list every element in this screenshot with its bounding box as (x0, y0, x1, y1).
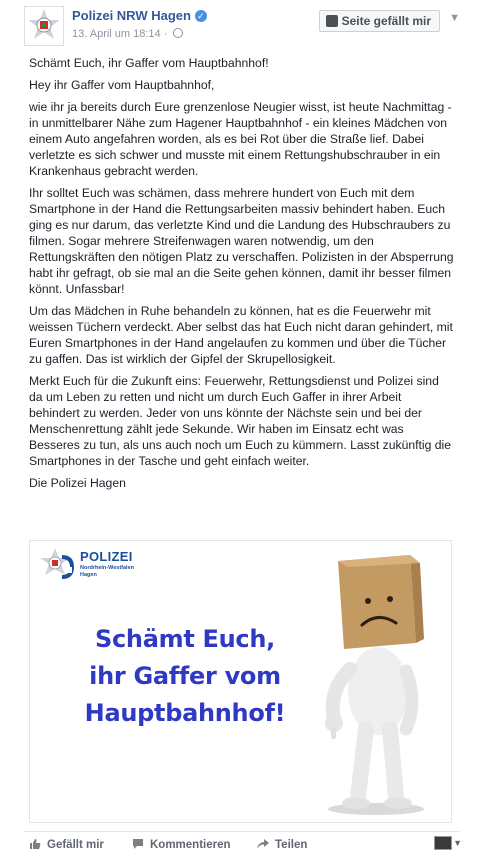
share-label: Teilen (275, 839, 308, 851)
post-paragraph: Schämt Euch, ihr Gaffer vom Hauptbahnhof! (29, 56, 269, 70)
globe-icon (173, 28, 183, 38)
headline-line: ihr Gaffer vom (89, 662, 281, 690)
logo-title: POLIZEI (80, 549, 133, 564)
post-paragraph: Ihr solltet Euch was schämen, dass mehrere hundert von Euch mit dem Smartphone in der Hand die Rettungsarbeiten massiv behindert haben. Euch ging es nur darum, das verletzte Kind und die Landung des Hubschraubers zu filmen. Sogar mehrere Streifenwagen waren notwendig, um den Rettungskräften den nötigen Platz zu verschaffen. Polizisten in der Absperrung habt ihr gefragt, ob sie mal an die Seite gehen können, damit ihr besser filmen könnt. Unfassbar! (29, 186, 454, 296)
viewer-avatar[interactable] (434, 836, 452, 850)
headline-line: Hauptbahnhof! (84, 699, 286, 727)
image-headline (50, 621, 320, 732)
page-name-link[interactable] (72, 8, 207, 23)
chevron-down-icon[interactable]: ▼ (453, 838, 462, 848)
police-star-icon (25, 7, 63, 45)
comment-label: Kommentieren (150, 839, 231, 851)
thumbs-up-icon (29, 838, 41, 850)
polizei-logo (38, 547, 188, 583)
post-image[interactable] (29, 540, 452, 823)
post-actions (24, 836, 460, 858)
post-timestamp[interactable]: 13. April um 18:14 · (72, 28, 168, 40)
post-header (24, 6, 460, 46)
like-page-label: Seite gefällt mir (341, 14, 431, 28)
page-avatar[interactable] (24, 6, 64, 46)
like-page-button[interactable] (319, 10, 440, 32)
bag-head-figure-illustration (298, 551, 448, 821)
post-paragraph: Die Polizei Hagen (29, 476, 126, 490)
actions-divider (24, 831, 460, 832)
page-name-text: Polizei NRW Hagen (72, 8, 191, 23)
logo-subtitle: Nordrhein-Westfalen (80, 565, 134, 571)
post-meta (72, 28, 183, 40)
post-paragraph: wie ihr ja bereits durch Eure grenzenlose Neugier wisst, ist heute Nachmittag - in unmittelbarer Nähe zum Hagener Hauptbahnhof - ein kleines Mädchen von einem Auto angefahren worden, als es bei Rot über die Straße lief. Dabei verletzte es sich schwer und musste mit einem Rettungshubschrauber in ein Krankenhaus gebracht werden. (29, 100, 452, 178)
post-text (29, 55, 455, 497)
police-star-icon (38, 547, 76, 583)
comment-icon (132, 838, 144, 850)
share-icon (257, 838, 269, 850)
verified-check-icon: ✓ (195, 10, 207, 22)
post-paragraph: Um das Mädchen in Ruhe behandeln zu können, hat es die Feuerwehr mit weissen Tüchern verdeckt. Aber selbst das hat Euch nicht daran gehindert, mit Euren Smartphones in der Hand angelaufen zu kommen und über die Tücher zu gaffen. Das ist wirklich der Gipfel der Skrupellosigkeit. (29, 304, 453, 366)
like-label: Gefällt mir (47, 839, 104, 851)
like-button[interactable] (29, 836, 104, 858)
post-paragraph: Merkt Euch für die Zukunft eins: Feuerwehr, Rettungsdienst und Polizei sind da um Leben zu retten und nicht um durch Euch Gaffer in ihrer Arbeit behindert zu werden. Jeder von uns könnte der Nächste sein und bei der Menschenrettung zählt jede Sekunde. Wir haben im Einsatz echt was Besseres zu tun, als uns auch noch um Euch zu kümmern. Lasst zukünftig die Smartphones in der Tasche und geht einfach weiter. (29, 374, 452, 468)
chevron-down-icon[interactable]: ▼ (449, 12, 460, 24)
logo-city: Hagen (80, 572, 97, 578)
share-button[interactable] (257, 836, 307, 858)
thumbs-up-icon (326, 15, 338, 27)
headline-line: Schämt Euch, (95, 625, 275, 653)
post-paragraph: Hey ihr Gaffer vom Hauptbahnhof, (29, 78, 215, 92)
comment-button[interactable] (132, 836, 231, 858)
